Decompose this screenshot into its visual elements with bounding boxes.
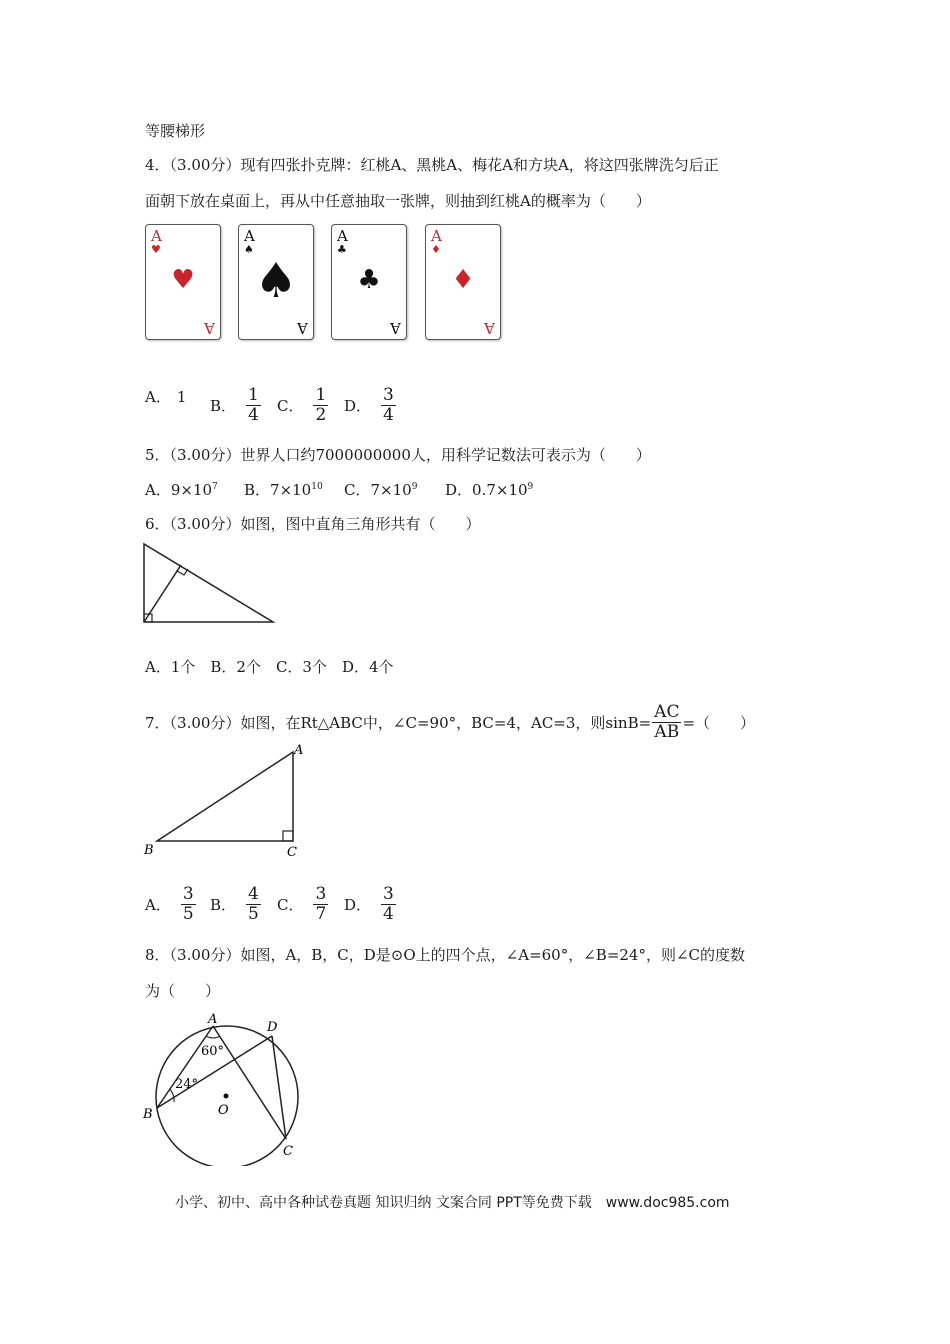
- q8-line2: 为（ ）: [145, 982, 221, 1000]
- vertex-a-label: A: [294, 743, 304, 758]
- q7-option-d: D． $\frac{3}{4}$: [344, 884, 394, 924]
- angle-a-value: 60°: [201, 1044, 225, 1059]
- chord-ac: [213, 1026, 286, 1139]
- card-hearts-ace: [145, 224, 221, 340]
- center-point: [224, 1094, 229, 1099]
- club-icon-small: ♣: [337, 243, 347, 256]
- card-rank: A: [337, 227, 348, 245]
- angle-b-value: 24°: [175, 1077, 199, 1092]
- q7-option-b: B． $\frac{4}{5}$: [210, 884, 259, 924]
- heart-icon-small: ♥: [151, 243, 161, 256]
- q4-line2: 面朝下放在桌面上，再从中任意抽取一张牌，则抽到红桃A的概率为（ ）: [145, 192, 651, 210]
- q5-option-c: C．$7\times 10^9$: [344, 481, 418, 499]
- card-diamonds-ace: [425, 224, 501, 340]
- right-angle-mark: [283, 831, 293, 841]
- page-footer: 小学、初中、高中各种试卷真题 知识归纳 文案合同 PPT等免费下载 www.doc985.com: [175, 1195, 730, 1211]
- vertex-b-label: B: [144, 843, 154, 858]
- card-rank: A: [431, 227, 442, 245]
- q7-line1: 7．（3.00分）如图，在Rt△ABC中，∠C=90°，BC=4，AC=3，则sinB= $\frac{AC}{AB}$ =（ ）: [145, 702, 756, 742]
- q8-circle-figure: [140, 1008, 310, 1166]
- previous-answer-text: 等腰梯形: [145, 122, 206, 140]
- diamond-icon-small: ♦: [431, 243, 441, 256]
- q7-option-a: A． $\frac{3}{5}$: [145, 884, 194, 924]
- point-o-label: O: [218, 1103, 229, 1118]
- q8-line1: 8．（3.00分）如图，A，B，C，D是⊙O上的四个点，∠A=60°，∠B=24°，则∠C的度数: [145, 946, 746, 964]
- q5-option-b: B．$7\times 10^{10}$: [244, 481, 323, 499]
- q4-option-a: A． 1: [145, 387, 187, 406]
- outer-triangle: [144, 544, 273, 622]
- vertex-c-label: C: [287, 845, 297, 860]
- q4-line1: 4．（3.00分）现有四张扑克牌：红桃A、黑桃A、梅花A和方块A，将这四张牌洗匀后正: [145, 156, 719, 174]
- spade-icon: ♠: [254, 253, 298, 309]
- q5-option-a: A．$9\times 10^7$: [145, 481, 218, 499]
- q5-line1: 5．（3.00分）世界人口约7000000000人，用科学记数法可表示为（ ）: [145, 446, 651, 464]
- card-clubs-ace: [331, 224, 407, 340]
- chord-dc: [272, 1036, 286, 1139]
- point-a-label: A: [208, 1012, 218, 1027]
- chord-ab: [157, 1026, 213, 1108]
- point-c-label: C: [283, 1144, 293, 1159]
- q5-option-d: D．$0.7\times 10^9$: [445, 481, 534, 499]
- q4-option-c: C． $\frac{1}{2}$: [277, 385, 327, 425]
- q6-triangle-figure: [140, 540, 280, 628]
- spade-icon-small: ♠: [244, 243, 254, 256]
- card-rank-bottom: A: [297, 319, 308, 337]
- q4-option-d: D． $\frac{3}{4}$: [344, 385, 394, 425]
- q7-triangle-figure: [140, 740, 310, 862]
- diamond-icon: ♦: [451, 265, 475, 295]
- q7-option-c: C． $\frac{3}{7}$: [277, 884, 327, 924]
- card-spades-ace: [238, 224, 314, 340]
- club-icon: ♣: [357, 265, 381, 295]
- heart-icon: ♥: [171, 265, 195, 295]
- angle-a-arc: [206, 1036, 220, 1038]
- point-d-label: D: [267, 1020, 278, 1035]
- card-rank: A: [151, 227, 162, 245]
- card-rank: A: [244, 227, 255, 245]
- card-rank-bottom: A: [390, 319, 401, 337]
- card-rank-bottom: A: [484, 319, 495, 337]
- card-rank-bottom: A: [204, 319, 215, 337]
- q6-line1: 6．（3.00分）如图，图中直角三角形共有（ ）: [145, 515, 481, 533]
- q4-option-b: B． $\frac{1}{4}$: [210, 385, 259, 425]
- q6-options: A．1个 B．2个 C．3个 D．4个: [145, 658, 394, 676]
- point-b-label: B: [143, 1107, 153, 1122]
